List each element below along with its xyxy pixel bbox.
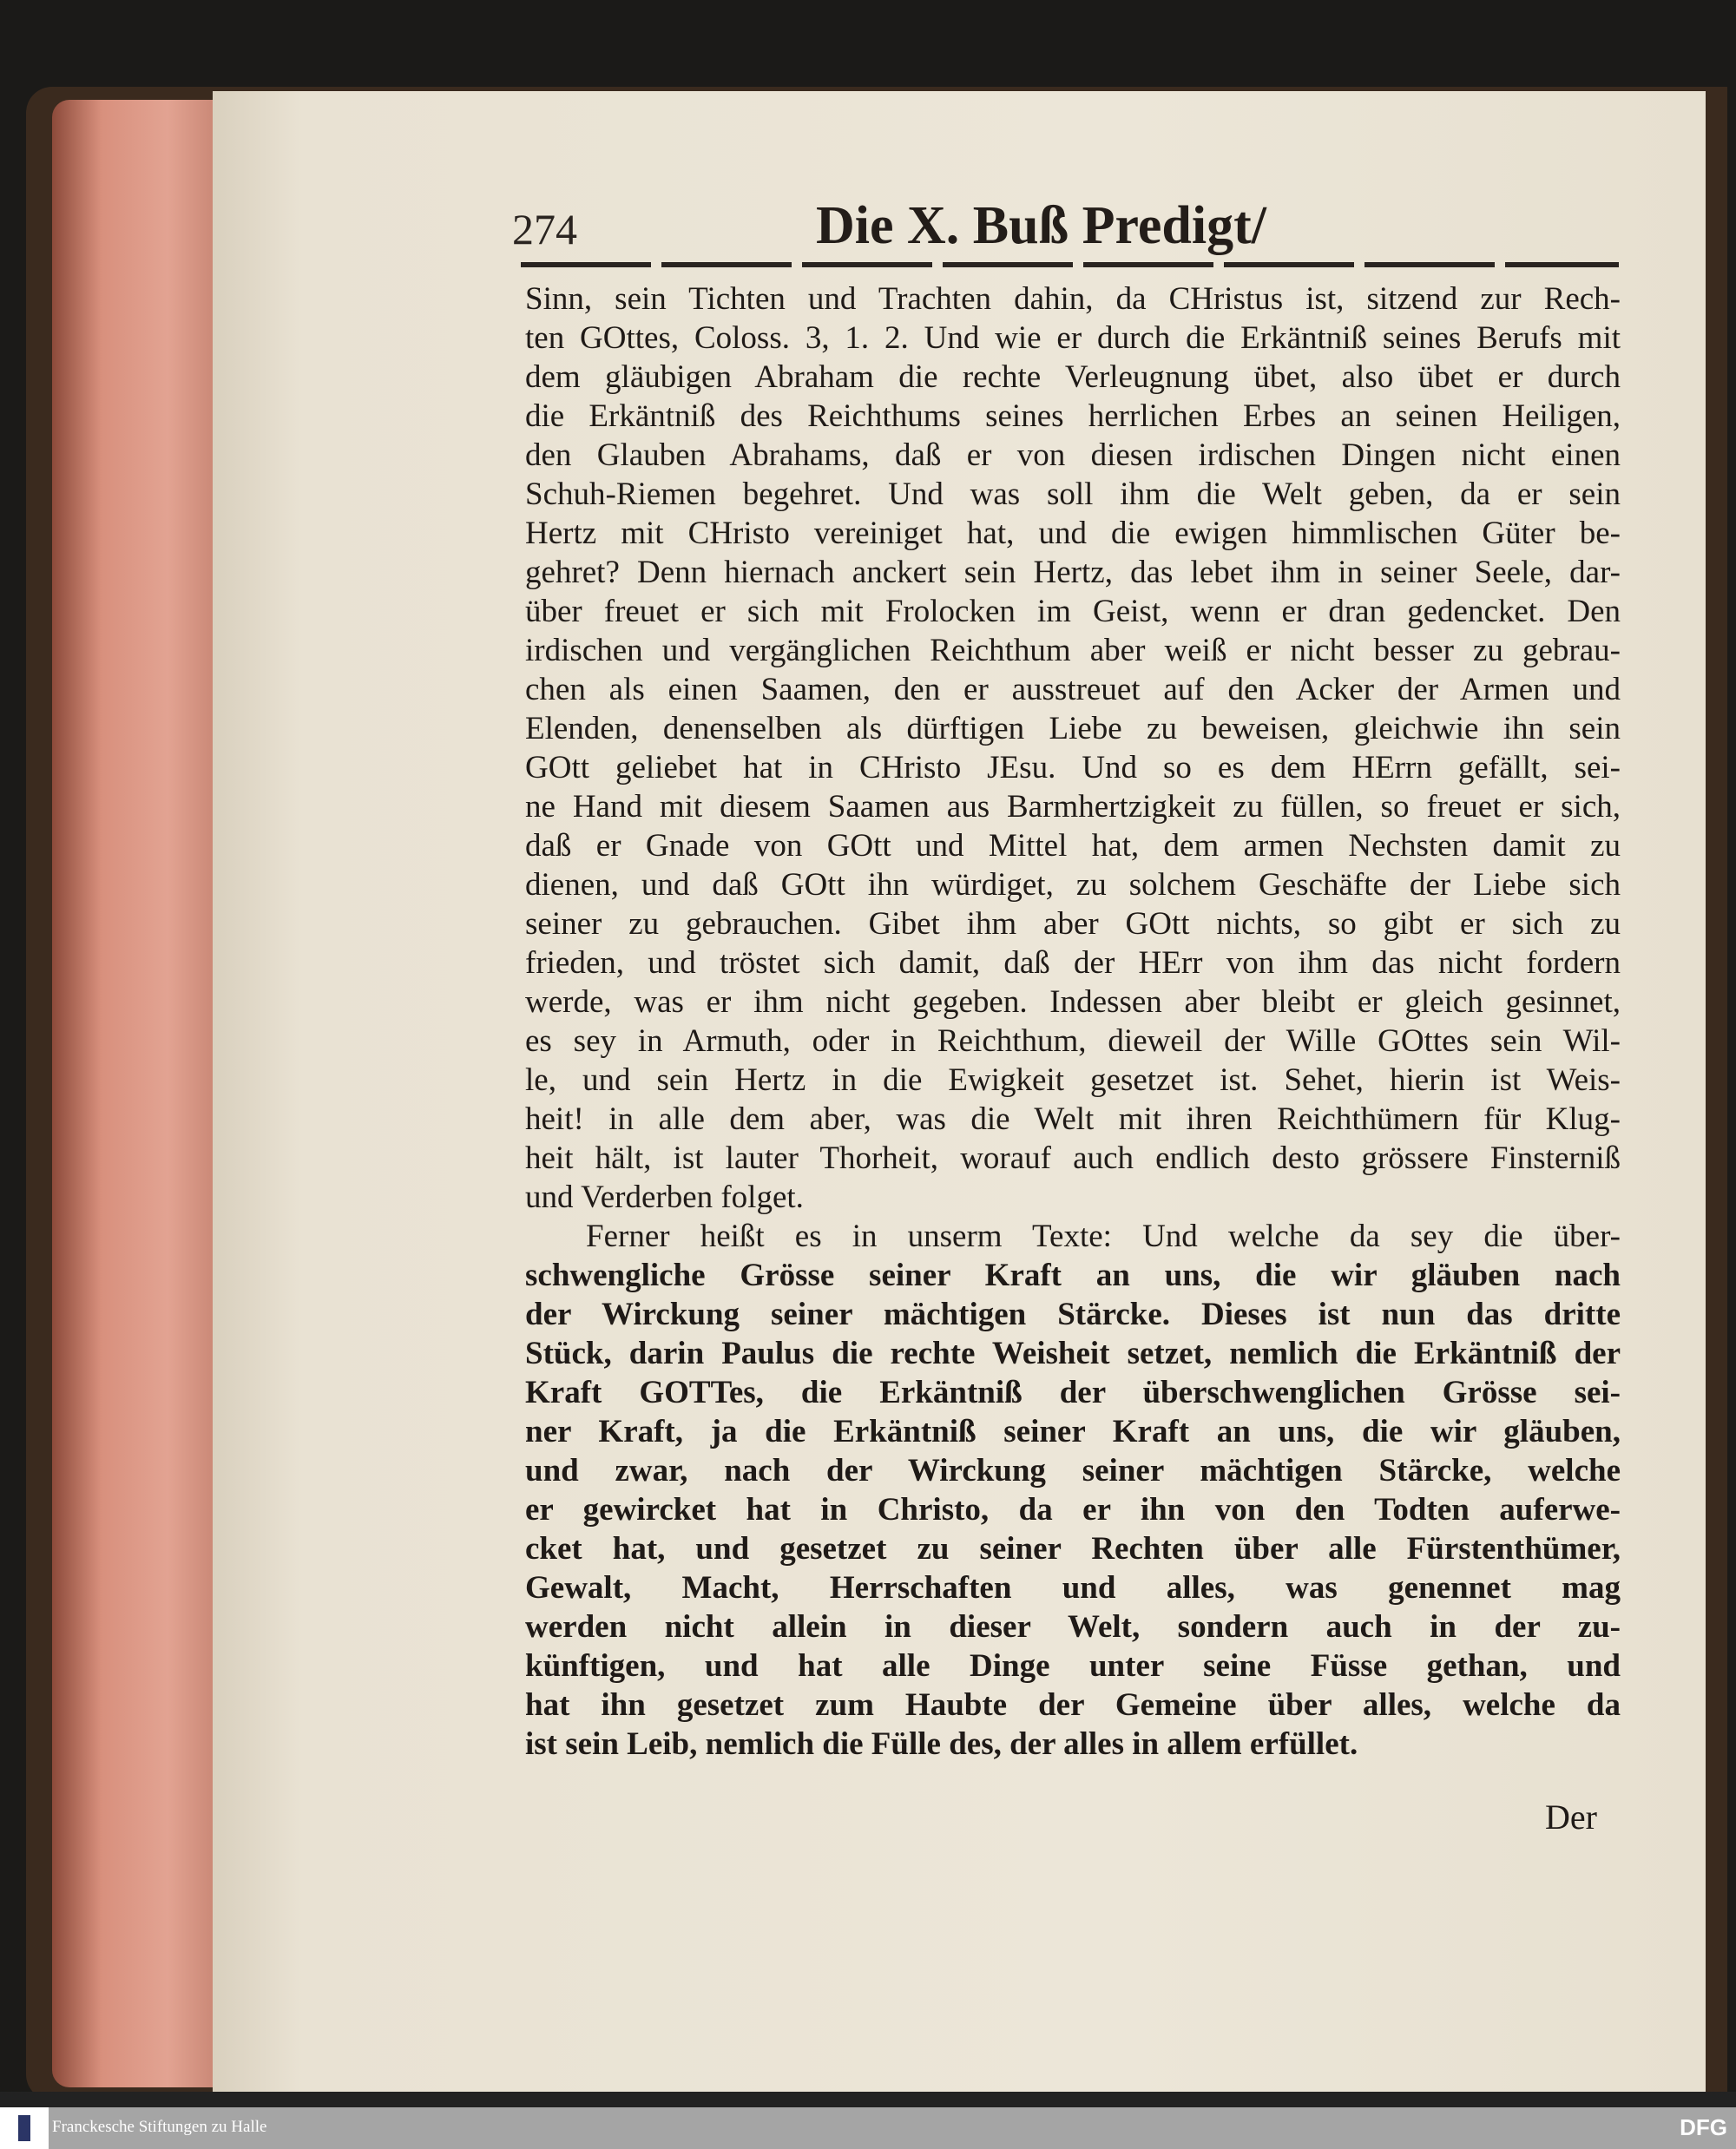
logo-icon: [18, 2115, 30, 2141]
text-line: dienen, und daß GOtt ihn würdiget, zu solchem Geschäfte der Liebe sich: [525, 867, 1621, 903]
text-line: Gewalt, Macht, Herrschaften und alles, was genennet mag: [525, 1570, 1621, 1606]
text-line: Elenden, denenselben als dürftigen Liebe zu beweisen, gleichwie ihn sein: [525, 711, 1621, 746]
text-line: irdischen und vergänglichen Reichthum aber weiß er nicht besser zu gebrau-: [525, 633, 1621, 668]
text-line: ist sein Leib, nemlich die Fülle des, der alles in allem erfüllet.: [525, 1726, 1358, 1762]
text-line: gehret? Denn hiernach anckert sein Hertz, das lebet ihm in seiner Seele, dar-: [525, 555, 1621, 590]
text-line: die Erkäntniß des Reichthums seines herrlichen Erbes an seinen Heiligen,: [525, 398, 1621, 434]
text-line: Sinn, sein Tichten und Trachten dahin, da CHristus ist, sitzend zur Rech-: [525, 281, 1621, 317]
text-line: werden nicht allein in dieser Welt, sondern auch in der zu-: [525, 1609, 1621, 1645]
text-line: ne Hand mit diesem Saamen aus Barmhertzigkeit zu füllen, so freuet er sich,: [525, 789, 1621, 825]
text-line: ten GOttes, Coloss. 3, 1. 2. Und wie er durch die Erkäntniß seines Berufs mit: [525, 320, 1621, 356]
text-line: hat ihn gesetzet zum Haubte der Gemeine über alles, welche da: [525, 1687, 1621, 1723]
text-line: heit! in alle dem aber, was die Welt mit ihren Reichthümern für Klug-: [525, 1101, 1621, 1137]
catchword: Der: [1545, 1797, 1597, 1837]
text-line: Stück, darin Paulus die rechte Weisheit setzet, nemlich die Erkäntniß der: [525, 1336, 1621, 1371]
text-line: Schuh-Riemen begehret. Und was soll ihm die Welt geben, da er sein: [525, 476, 1621, 512]
text-line: künftigen, und hat alle Dinge unter seine Füsse gethan, und: [525, 1648, 1621, 1684]
text-line: den Glauben Abrahams, daß er von diesen irdischen Dingen nicht einen: [525, 437, 1621, 473]
text-line: GOtt geliebet hat in CHristo JEsu. Und so es dem HErrn gefällt, sei-: [525, 750, 1621, 785]
text-line: frieden, und tröstet sich damit, daß der HErr von ihm das nicht fordern: [525, 945, 1621, 981]
dfg-logo[interactable]: DFG: [1680, 2114, 1727, 2140]
text-line: schwengliche Grösse seiner Kraft an uns, die wir gläuben nach: [525, 1258, 1621, 1293]
page-header: [512, 195, 1619, 256]
text-line: ner Kraft, ja die Erkäntniß seiner Kraft an uns, die wir gläuben,: [525, 1414, 1621, 1449]
text-line: chen als einen Saamen, den er ausstreuet auf den Acker der Armen und: [525, 672, 1621, 707]
text-line: cket hat, und gesetzet zu seiner Rechten über alle Fürstenthümer,: [525, 1531, 1621, 1567]
text-line: es sey in Armuth, oder in Reichthum, dieweil der Wille GOttes sein Wil-: [525, 1023, 1621, 1059]
header-rule: [521, 262, 1619, 267]
text-line: der Wirckung seiner mächtigen Stärcke. Dieses ist nun das dritte: [525, 1297, 1621, 1332]
text-line: und Verderben folget.: [525, 1180, 804, 1215]
text-line: seiner zu gebrauchen. Gibet ihm aber GOtt nichts, so gibt er sich zu: [525, 906, 1621, 942]
text-line: über freuet er sich mit Frolocken im Geist, wenn er dran gedencket. Den: [525, 594, 1621, 629]
text-line: werde, was er ihm nicht gegeben. Indessen aber bleibt er gleich gesinnet,: [525, 984, 1621, 1020]
body-text: [525, 279, 1621, 1764]
text-line: le, und sein Hertz in die Ewigkeit gesetzet ist. Sehet, hierin ist Weis-: [525, 1062, 1621, 1098]
institution-name: Franckesche Stiftungen zu Halle: [52, 2118, 267, 2136]
text-line: er gewircket hat in Christo, da er ihn von den Todten auferwe-: [525, 1492, 1621, 1528]
text-line: dem gläubigen Abraham die rechte Verleugnung übet, also übet er durch: [525, 359, 1621, 395]
page-edges: [52, 100, 217, 2087]
running-title: Die X. Buß Predigt/: [816, 196, 1266, 255]
page-number: 274: [512, 205, 577, 253]
text-line: und zwar, nach der Wirckung seiner mächtigen Stärcke, welche: [525, 1453, 1621, 1489]
text-line: Ferner heißt es in unserm Texte: Und welche da sey die über-: [586, 1219, 1621, 1254]
institution-logo[interactable]: [0, 2107, 49, 2149]
text-line: Hertz mit CHristo vereiniget hat, und die ewigen himmlischen Güter be-: [525, 516, 1621, 551]
text-line: heit hält, ist lauter Thorheit, worauf auch endlich desto grössere Finsterniß: [525, 1140, 1621, 1176]
footer-bar: [0, 2107, 1736, 2149]
viewer-bar: [0, 2092, 1736, 2107]
text-line: Kraft GOTTes, die Erkäntniß der überschwenglichen Grösse sei-: [525, 1375, 1621, 1410]
text-line: daß er Gnade von GOtt und Mittel hat, dem armen Nechsten damit zu: [525, 828, 1621, 864]
